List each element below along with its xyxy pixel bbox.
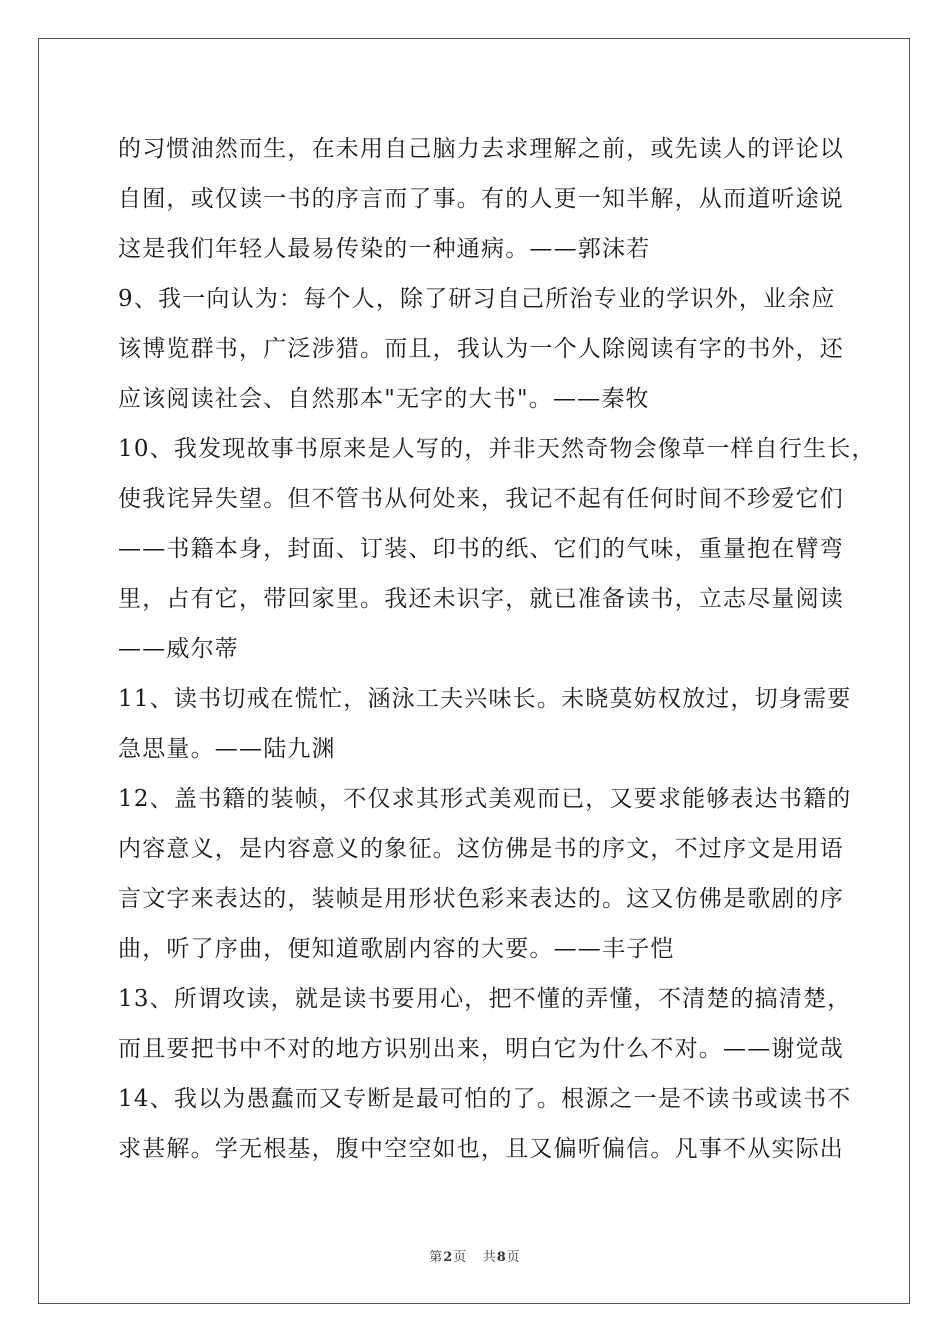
text-line: 内容意义，是内容意义的象征。这仿佛是书的序文，不过序文是用语 [118, 836, 844, 862]
text-line: 10、我发现故事书原来是人写的，并非天然奇物会像草一样自行生长， [118, 436, 876, 462]
page-suffix: 页 [453, 1250, 468, 1265]
text-line: 13、所谓攻读，就是读书要用心，把不懂的弄懂，不清楚的搞清楚， [118, 986, 852, 1012]
text-line: 言文字来表达的，装帧是用形状色彩来表达的。这又仿佛是歌剧的序 [118, 886, 844, 912]
text-line: 求甚解。学无根基，腹中空空如也，且又偏听偏信。凡事不从实际出 [118, 1136, 844, 1162]
text-line: 14、我以为愚蠢而又专断是最可怕的了。根源之一是不读书或读书不 [118, 1086, 852, 1112]
text-line: 12、盖书籍的装帧，不仅求其形式美观而已，又要求能够表达书籍的 [118, 786, 852, 812]
text-line: 这是我们年轻人最易传染的一种通病。——郭沫若 [118, 236, 651, 262]
text-line: 曲，听了序曲，便知道歌剧内容的大要。——丰子恺 [118, 936, 675, 962]
text-line: 急思量。——陆九渊 [118, 736, 336, 762]
text-line: 的习惯油然而生，在未用自己脑力去求理解之前，或先读人的评论以 [118, 136, 844, 162]
text-line: 应该阅读社会、自然那本"无字的大书"。——秦牧 [118, 386, 650, 412]
text-line: 自囿，或仅读一书的序言而了事。有的人更一知半解，从而道听途说 [118, 186, 844, 212]
page-prefix: 第 [429, 1250, 444, 1265]
text-line: 11、读书切戒在慌忙，涵泳工夫兴味长。未晓莫妨权放过，切身需要 [118, 686, 852, 712]
text-line: 该博览群书，广泛涉猎。而且，我认为一个人除阅读有字的书外，还 [118, 336, 844, 362]
text-line: 使我诧异失望。但不管书从何处来，我记不起有任何时间不珍爱它们 [118, 486, 844, 512]
total-suffix: 页 [506, 1250, 521, 1265]
total-pages: 8 [496, 1250, 507, 1265]
text-line: ——威尔蒂 [118, 636, 239, 662]
page-footer [0, 1246, 950, 1265]
text-line: 而且要把书中不对的地方识别出来，明白它为什么不对。——谢觉哉 [118, 1036, 844, 1062]
text-line: 里，占有它，带回家里。我还未识字，就已准备读书，立志尽量阅读 [118, 586, 844, 612]
page-number: 2 [443, 1250, 454, 1265]
page-border [38, 38, 910, 1304]
text-line: 9、我一向认为：每个人，除了研习自己所治专业的学识外，业余应 [118, 286, 836, 312]
text-line: ——书籍本身，封面、订装、印书的纸、它们的气味，重量抱在臂弯 [118, 536, 844, 562]
total-prefix: 共 [482, 1250, 497, 1265]
